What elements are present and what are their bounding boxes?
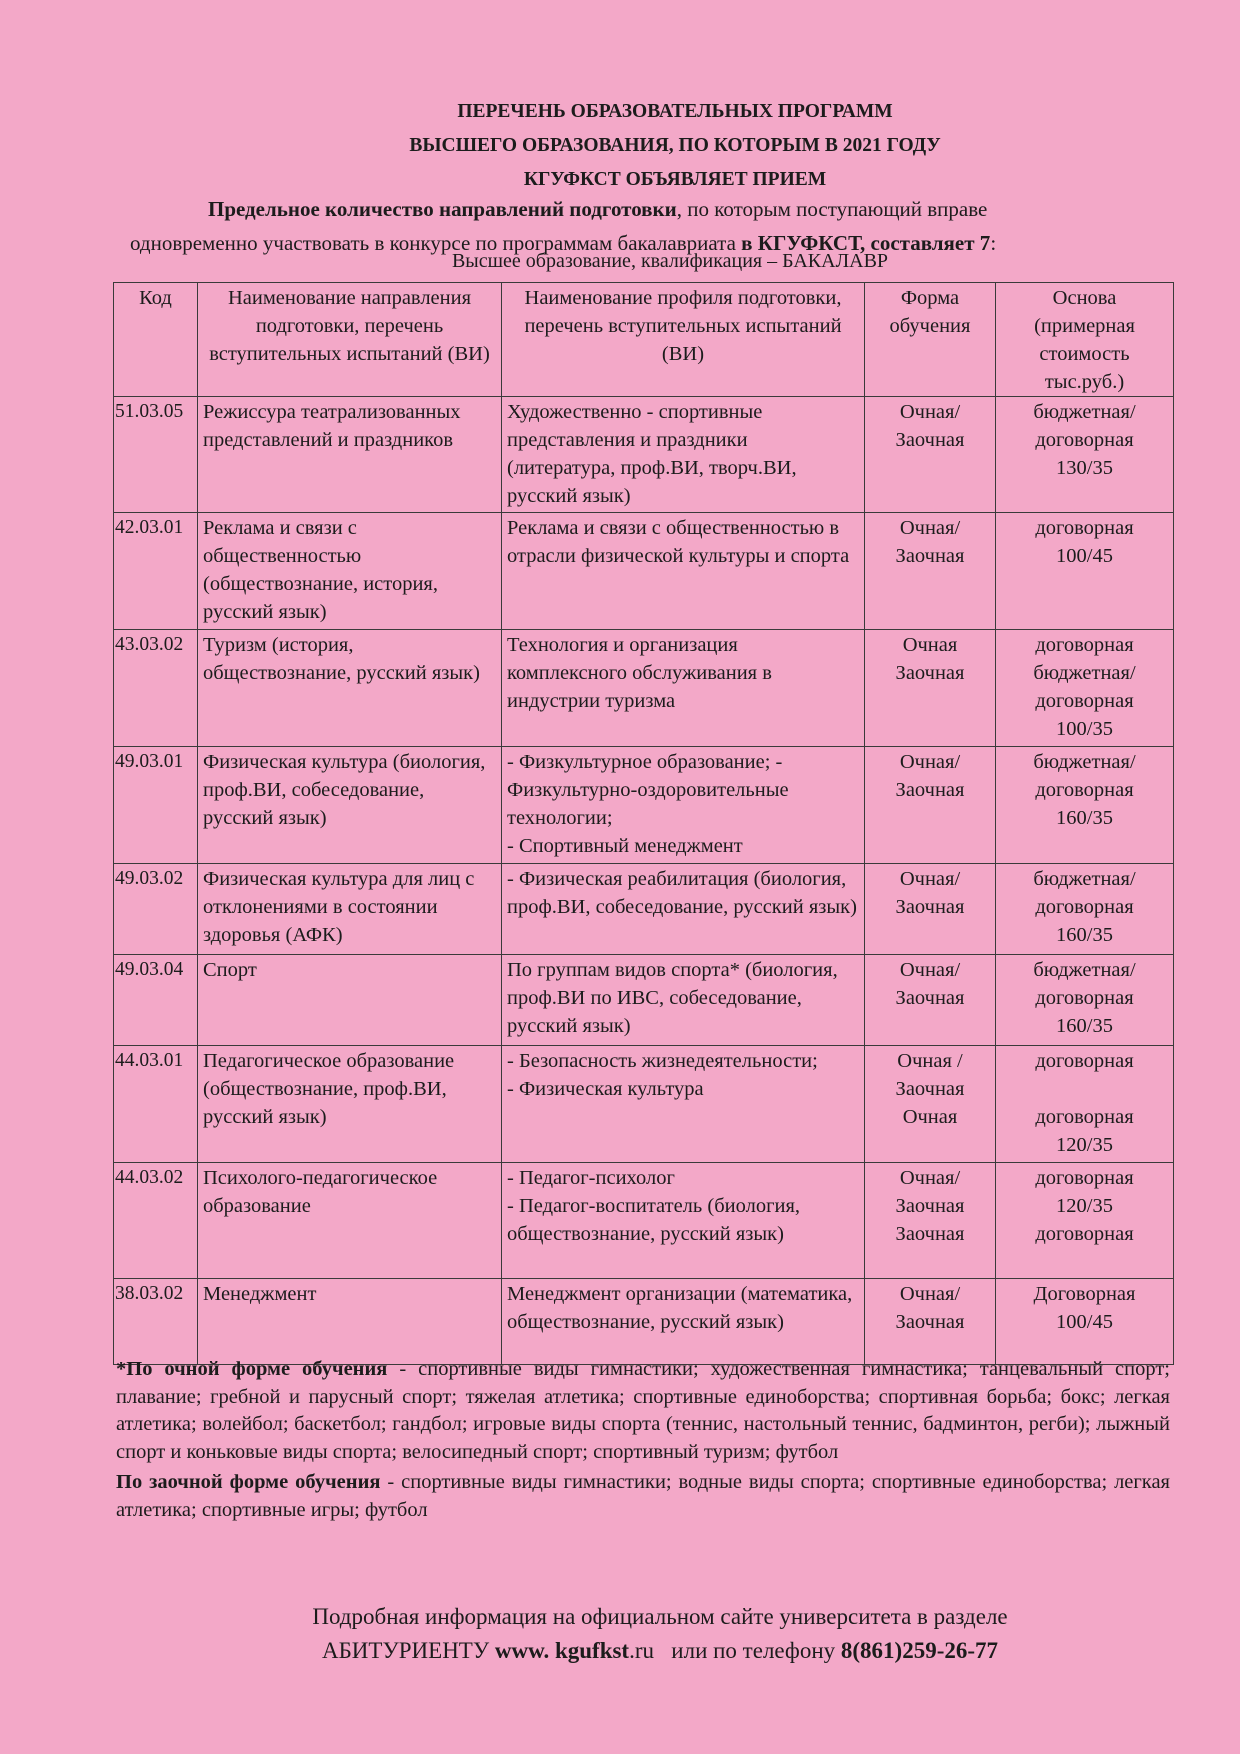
cell-code: 44.03.01 [114,1046,198,1163]
footer-prefix: АБИТУРИЕНТУ [321,1638,495,1663]
phone-number[interactable]: 8(861)259-26-77 [840,1638,999,1663]
intro-text-2: одновременно участвовать в конкурсе по программам бакалавриата [130,231,742,255]
cell-basis: договорная договорная 120/35 [996,1046,1174,1163]
document-title [0,95,1240,197]
note-part-time-label: По заочной форме обучения [116,1471,381,1493]
cell-code: 51.03.05 [114,397,198,513]
cell-code: 38.03.02 [114,1279,198,1365]
footer-contact [0,1600,1240,1668]
title-line-2: ВЫСШЕГО ОБРАЗОВАНИЯ, ПО КОТОРЫМ В 2021 ГОДУ [409,135,941,156]
cell-profile: Менеджмент организации (математика, обществознание, русский язык) [502,1279,865,1365]
cell-direction: Реклама и связи с общественностью (обществознание, история, русский язык) [198,513,502,630]
table-row [114,513,1174,630]
cell-profile: Художественно - спортивные представления и праздники (литература, проф.ВИ, творч.ВИ, русский язык) [502,397,865,513]
table-row [114,864,1174,955]
cell-basis: бюджетная/ договорная 160/35 [996,955,1174,1046]
cell-form: Очная/ Заочная [865,747,996,864]
website-suffix[interactable]: .ru [629,1638,655,1663]
header-basis: Основа (примерная стоимость тыс.руб.) [996,283,1174,397]
cell-profile: - Физкультурное образование; - Физкультурно-оздоровительные технологии; - Спортивный менеджмент [502,747,865,864]
cell-form: Очная Заочная [865,630,996,747]
table-row [114,630,1174,747]
table-row [114,955,1174,1046]
footer-line-2 [80,1634,1240,1668]
table-row [114,747,1174,864]
cell-basis: Договорная 100/45 [996,1279,1174,1365]
cell-form: Очная/ Заочная [865,955,996,1046]
header-code: Код [114,283,198,397]
intro-text-1: , по которым поступающий вправе [676,197,988,221]
cell-form: Очная/ Заочная [865,864,996,955]
cell-form: Очная/ Заочная Заочная [865,1163,996,1279]
cell-direction: Спорт [198,955,502,1046]
note-full-time [116,1356,1170,1466]
cell-form: Очная / Заочная Очная [865,1046,996,1163]
cell-profile: - Педагог-психолог - Педагог-воспитатель (биология, обществознание, русский язык) [502,1163,865,1279]
table-row [114,1163,1174,1279]
cell-direction: Менеджмент [198,1279,502,1365]
intro-bold-1: Предельное количество направлений подготовки [208,197,677,221]
cell-basis: бюджетная/ договорная 160/35 [996,747,1174,864]
table-row [114,397,1174,513]
notes-section [116,1356,1170,1527]
table-row [114,1046,1174,1163]
cell-code: 49.03.01 [114,747,198,864]
cell-basis: бюджетная/ договорная 130/35 [996,397,1174,513]
cell-form: Очная/ Заочная [865,513,996,630]
cell-profile: - Физическая реабилитация (биология, проф.ВИ, собеседование, русский язык) [502,864,865,955]
title-line-1: ПЕРЕЧЕНЬ ОБРАЗОВАТЕЛЬНЫХ ПРОГРАММ [457,101,893,122]
cell-profile: По группам видов спорта* (биология, проф.ВИ по ИВС, собеседование, русский язык) [502,955,865,1046]
qualification-line: Высшее образование, квалификация – БАКАЛАВР [451,250,889,272]
note-part-time [116,1469,1170,1524]
cell-direction: Психолого-педагогическое образование [198,1163,502,1279]
header-direction: Наименование направления подготовки, перечень вступительных испытаний (ВИ) [198,283,502,397]
cell-form: Очная/ Заочная [865,397,996,513]
cell-basis: договорная 100/45 [996,513,1174,630]
cell-code: 42.03.01 [114,513,198,630]
website-link[interactable]: www. kgufkst [494,1638,630,1663]
cell-basis: договорная бюджетная/ договорная 100/35 [996,630,1174,747]
note-part-time-text: - спортивные виды гимнастики; водные виды спорта; спортивные единоборства; легкая атлетика; спортивные игры; футбол [116,1471,1170,1521]
intro-bold-2: в КГУФКСТ, составляет 7 [741,231,991,255]
cell-profile: Реклама и связи с общественностью в отрасли физической культуры и спорта [502,513,865,630]
cell-code: 44.03.02 [114,1163,198,1279]
cell-basis: бюджетная/ договорная 160/35 [996,864,1174,955]
title-line-3: КГУФКСТ ОБЪЯВЛЯЕТ ПРИЕМ [523,169,827,190]
cell-code: 49.03.04 [114,955,198,1046]
cell-basis: договорная 120/35 договорная [996,1163,1174,1279]
cell-direction: Туризм (история, обществознание, русский язык) [198,630,502,747]
header-profile: Наименование профиля подготовки, перечень вступительных испытаний (ВИ) [502,283,865,397]
cell-direction: Режиссура театрализованных представлений и праздников [198,397,502,513]
cell-profile: - Безопасность жизнедеятельности; - Физическая культура [502,1046,865,1163]
header-form: Форма обучения [865,283,996,397]
cell-direction: Физическая культура для лиц с отклонениями в состоянии здоровья (АФК) [198,864,502,955]
intro-end: : [990,231,997,255]
programs-table [113,282,1174,1365]
phone-prefix: или по телефону [654,1638,841,1663]
cell-direction: Педагогическое образование (обществознание, проф.ВИ, русский язык) [198,1046,502,1163]
cell-code: 43.03.02 [114,630,198,747]
table-row [114,1279,1174,1365]
footer-line-1: Подробная информация на официальном сайте университета в разделе [312,1604,1008,1629]
note-full-time-text: - спортивные виды гимнастики; художественная гимнастика; танцевальный спорт; плавание; гребной и парусный спорт; тяжелая атлетика; спортивные единоборства; спортивная борьба; бокс; легкая атлетика; волейбол; баскетбол; гандбол; игровые виды спорта (теннис, настольный теннис, бадминтон, регби); лыжный спорт и коньковые виды спорта; велосипедный спорт; спортивный туризм; футбол [116,1358,1170,1463]
table-header-row [114,283,1174,397]
cell-form: Очная/ Заочная [865,1279,996,1365]
note-full-time-label: *По очной форме обучения [116,1358,388,1380]
cell-code: 49.03.02 [114,864,198,955]
cell-direction: Физическая культура (биология, проф.ВИ, собеседование, русский язык) [198,747,502,864]
cell-profile: Технология и организация комплексного обслуживания в индустрии туризма [502,630,865,747]
